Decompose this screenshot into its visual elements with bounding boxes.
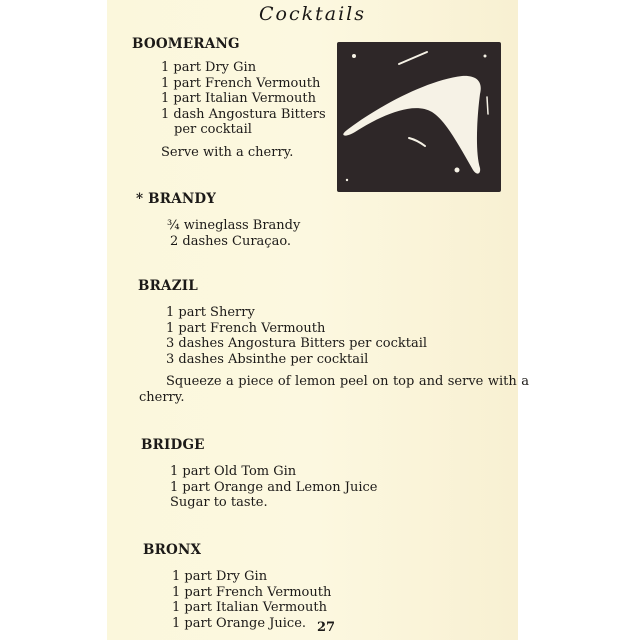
recipe-note-brazil: Squeeze a piece of lemon peel on top and serve with a cherry.: [139, 374, 529, 405]
ingredient: 1 part Italian Vermouth: [161, 91, 316, 106]
ingredient: 1 part Orange and Lemon Juice: [170, 479, 378, 495]
book-page: [107, 0, 529, 640]
ingredient: 1 dash Angostura Bitters: [161, 106, 326, 122]
ingredient: 3 dashes Absinthe per cocktail: [166, 351, 369, 367]
ingredient: 1 part French Vermouth: [172, 584, 332, 600]
recipe-ingredients-brazil: [166, 305, 427, 367]
recipe-heading-bronx: BRONX: [143, 542, 202, 558]
recipe-ingredients-bridge: [170, 464, 377, 511]
ingredient: 1 part Dry Gin: [172, 569, 268, 584]
ingredient: 1 part French Vermouth: [161, 75, 321, 91]
boomerang-illustration: [337, 42, 501, 192]
ingredient: Sugar to taste.: [170, 495, 268, 510]
ingredient: 1 part Italian Vermouth: [172, 600, 327, 615]
recipe-heading-brandy: * BRANDY: [136, 191, 217, 207]
ingredient: 1 part Old Tom Gin: [170, 464, 297, 479]
boomerang-icon: [337, 42, 501, 192]
ingredient: 3 dashes Angostura Bitters per cocktail: [166, 336, 428, 351]
ingredient: ¾ wineglass Brandy: [167, 218, 301, 233]
ingredient: 1 part French Vermouth: [166, 320, 326, 336]
ingredient: 2 dashes Curaçao.: [170, 233, 292, 249]
recipe-heading-boomerang: BOOMERANG: [132, 36, 240, 52]
ingredient: 1 part Orange Juice.: [172, 615, 307, 631]
recipe-heading-brazil: BRAZIL: [138, 278, 198, 294]
recipe-ingredients-boomerang: [161, 60, 326, 138]
ingredient: 1 part Sherry: [166, 305, 255, 320]
recipe-heading-bridge: BRIDGE: [141, 437, 205, 453]
recipe-ingredients-brandy: [167, 218, 300, 249]
recipe-note-boomerang: Serve with a cherry.: [161, 145, 294, 160]
ingredient: per cocktail: [174, 122, 252, 137]
page-title: Cocktails: [259, 3, 366, 25]
recipe-ingredients-bronx: [172, 569, 331, 631]
page-number: 27: [317, 620, 336, 635]
ingredient: 1 part Dry Gin: [161, 60, 257, 75]
